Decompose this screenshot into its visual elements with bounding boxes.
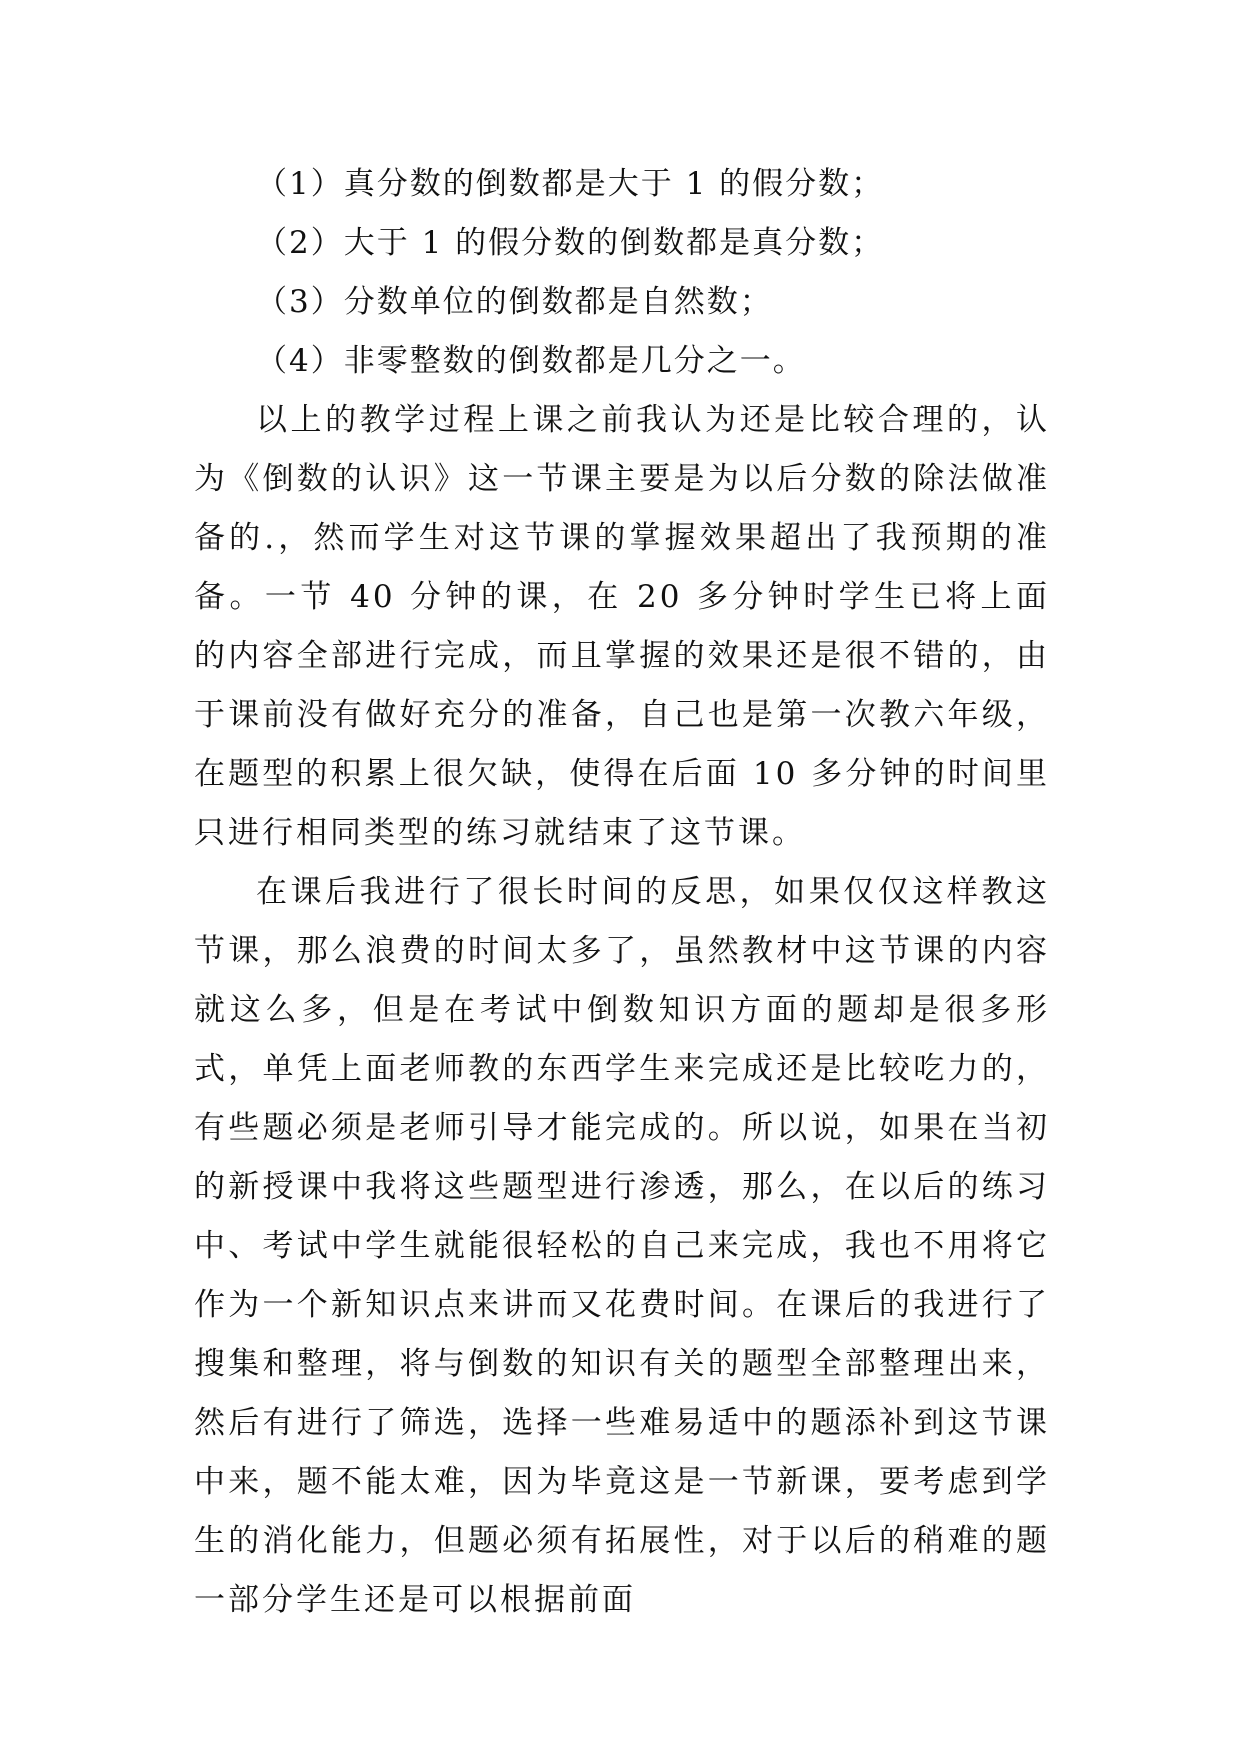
list-item-3: （3）分数单位的倒数都是自然数； — [256, 284, 773, 320]
list-item-4: （4）非零整数的倒数都是几分之一。 — [256, 343, 806, 379]
paragraph-2: 在课后我进行了很长时间的反思，如果仅仅这样教这节课，那么浪费的时间太多了，虽然教材中这节课的内容就这么多，但是在考试中倒数知识方面的题却是很多形式，单凭上面老师教的东西学生来完成还是比较吃力的，有些题必须是老师引导才能完成的。所以说，如果在当初的新授课中我将这些题型进行渗透，那么，在以后的练习中、考试中学生就能很轻松的自己来完成，我也不用将它作为一个新知识点来讲而又花费时间。在课后的我进行了搜集和整理，将与倒数的知识有关的题型全部整理出来，然后有进行了筛选，选择一些难易适中的题添补到这节课中来，题不能太难，因为毕竟这是一节新课，要考虑到学生的消化能力，但题必须有拓展性，对于以后的稍难的题一部分学生还是可以根据前面 — [194, 874, 1050, 1618]
paragraph-1: 以上的教学过程上课之前我认为还是比较合理的，认为《倒数的认识》这一节课主要是为以后分数的除法做准备的.，然而学生对这节课的掌握效果超出了我预期的准备。一节 40 分钟的课，在 20 多分钟时学生已将上面的内容全部进行完成，而且掌握的效果还是很不错的，由于课前没有做好充分的准备，自己也是第一次教六年级，在题型的积累上很欠缺，使得在后面 10 多分钟的时间里只进行相同类型的练习就结束了这节课。 — [194, 402, 1050, 851]
list-item-1: （1）真分数的倒数都是大于 1 的假分数； — [256, 166, 885, 202]
list-item-2: （2）大于 1 的假分数的倒数都是真分数； — [256, 225, 885, 261]
document-body — [194, 155, 1050, 1630]
